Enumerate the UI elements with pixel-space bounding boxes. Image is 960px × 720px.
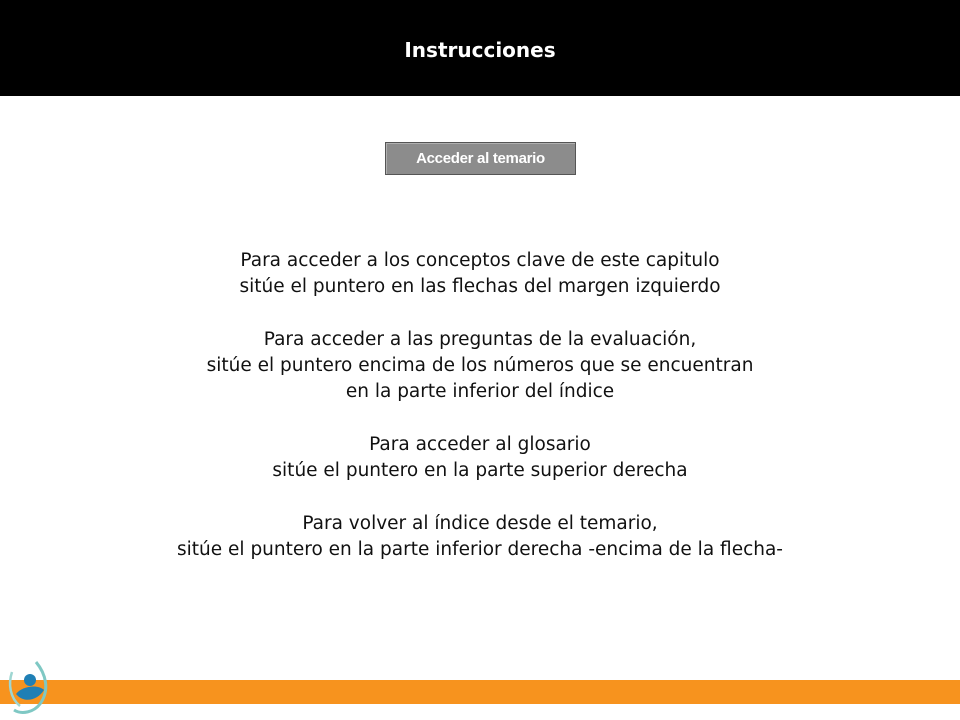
instruction-line: Para acceder a los conceptos clave de este capitulo bbox=[240, 250, 720, 271]
footer-bar bbox=[0, 680, 960, 704]
figure-swirl-logo-icon bbox=[6, 660, 52, 716]
instruction-block-key-concepts bbox=[40, 248, 920, 300]
instructions-text bbox=[40, 248, 920, 590]
logo-graphic bbox=[6, 660, 52, 716]
instruction-block-return-index bbox=[40, 511, 920, 563]
instruction-line: sitúe el puntero encima de los números que se encuentran bbox=[206, 355, 754, 376]
logo-head bbox=[24, 674, 36, 686]
instruction-block-glossary bbox=[40, 432, 920, 484]
instruction-line: sitúe el puntero en la parte inferior derecha -encima de la flecha- bbox=[177, 539, 783, 560]
instruction-line: en la parte inferior del índice bbox=[345, 381, 615, 402]
page-title: Instrucciones bbox=[404, 38, 556, 62]
instruction-line: Para volver al índice desde el temario, bbox=[302, 513, 658, 534]
logo-body bbox=[16, 687, 44, 700]
instruction-block-evaluation bbox=[40, 327, 920, 405]
instruction-line: sitúe el puntero en la parte superior derecha bbox=[272, 460, 688, 481]
logo-left-swirl bbox=[10, 672, 20, 706]
instruction-line: Para acceder al glosario bbox=[369, 434, 591, 455]
instruction-line: Para acceder a las preguntas de la evaluación, bbox=[263, 329, 697, 350]
access-temario-button[interactable]: Acceder al temario bbox=[385, 142, 576, 175]
instruction-line: sitúe el puntero en las flechas del margen izquierdo bbox=[239, 276, 721, 297]
header-bar bbox=[0, 0, 960, 96]
